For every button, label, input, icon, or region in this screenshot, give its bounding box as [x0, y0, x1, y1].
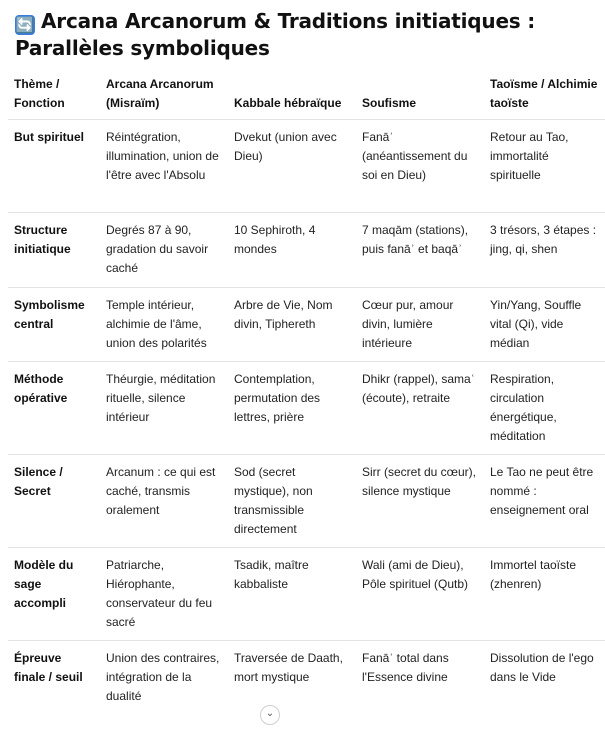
- column-header-arcana: Arcana Arcanorum (Misraïm): [106, 77, 214, 110]
- table-cell: Traversée de Daath, mort mystique: [234, 651, 343, 684]
- table-cell: Fanāʾ total dans l'Essence divine: [362, 651, 449, 684]
- row-theme-cell: Méthode opérative: [14, 372, 68, 405]
- table-cell: Arcanum : ce qui est caché, transmis oralement: [106, 465, 216, 517]
- row-theme-cell: Symbolisme central: [14, 298, 85, 331]
- table-cell: Fanāʾ (anéantissement du soi en Dieu): [362, 130, 468, 182]
- table-row: [8, 120, 605, 213]
- row-theme-cell: Épreuve finale / seuil: [14, 651, 83, 684]
- table-cell: Réintégration, illumination, union de l'être avec l'Absolu: [106, 130, 219, 182]
- table-row: [8, 213, 605, 288]
- table-row: [8, 548, 605, 641]
- table-header-row: [8, 66, 605, 120]
- row-theme-cell: But spirituel: [14, 130, 85, 144]
- column-header-theme: Thème / Fonction: [14, 77, 65, 110]
- title-text: Arcana Arcanorum & Traditions initiatiques : Parallèles symboliques: [15, 9, 536, 60]
- chevron-down-icon: ⌄: [265, 708, 275, 719]
- table-cell: Contemplation, permutation des lettres, prière: [234, 372, 321, 424]
- table-cell: Théurgie, méditation rituelle, silence intérieur: [106, 372, 216, 424]
- column-header-kabbale: Kabbale hébraïque: [234, 96, 342, 110]
- table-cell: Temple intérieur, alchimie de l'âme, union des polarités: [106, 298, 207, 350]
- table-cell: Union des contraires, intégration de la dualité: [106, 651, 220, 703]
- column-header-soufisme: Soufisme: [362, 96, 417, 110]
- refresh-icon: 🔄: [15, 16, 35, 34]
- comparison-table: [8, 66, 605, 734]
- table-row: [8, 455, 605, 548]
- table-cell: Respiration, circulation énergétique, méditation: [490, 372, 557, 443]
- table-cell: Dvekut (union avec Dieu): [234, 130, 337, 163]
- row-theme-cell: Silence / Secret: [14, 465, 63, 498]
- table-cell: 3 trésors, 3 étapes : jing, qi, shen: [490, 223, 597, 256]
- table-cell: Retour au Tao, immortalité spirituelle: [490, 130, 569, 182]
- table-cell: Wali (ami de Dieu), Pôle spirituel (Qutb): [362, 558, 469, 591]
- row-theme-cell: Structure initiatique: [14, 223, 71, 256]
- table-cell: 10 Sephiroth, 4 mondes: [234, 223, 316, 256]
- table-cell: Tsadik, maître kabbaliste: [234, 558, 309, 591]
- table-cell: 7 maqām (stations), puis fanāʾ et baqāʾ: [362, 223, 469, 256]
- table-cell: Immortel taoïste (zhenren): [490, 558, 577, 591]
- table-cell: Sirr (secret du cœur), silence mystique: [362, 465, 477, 498]
- table-cell: Le Tao ne peut être nommé : enseignement oral: [490, 465, 594, 517]
- table-row: [8, 362, 605, 455]
- scroll-down-button[interactable]: [260, 705, 280, 725]
- table-cell: Dhikr (rappel), samaʿ (écoute), retraite: [362, 372, 475, 405]
- table-row: [8, 288, 605, 362]
- column-header-taoisme: Taoïsme / Alchimie taoïste: [490, 77, 598, 110]
- table-cell: Cœur pur, amour divin, lumière intérieure: [362, 298, 454, 350]
- table-cell: Arbre de Vie, Nom divin, Tiphereth: [234, 298, 333, 331]
- row-theme-cell: Modèle du sage accompli: [14, 558, 74, 610]
- table-cell: Patriarche, Hiérophante, conservateur du feu sacré: [106, 558, 213, 629]
- page-title: [15, 8, 600, 62]
- table-cell: Dissolution de l'ego dans le Vide: [490, 651, 594, 684]
- table-cell: Degrés 87 à 90, gradation du savoir caché: [106, 223, 209, 275]
- table-cell: Yin/Yang, Souffle vital (Qi), vide médian: [490, 298, 582, 350]
- table-row: [8, 641, 605, 734]
- table-cell: Sod (secret mystique), non transmissible directement: [234, 465, 313, 536]
